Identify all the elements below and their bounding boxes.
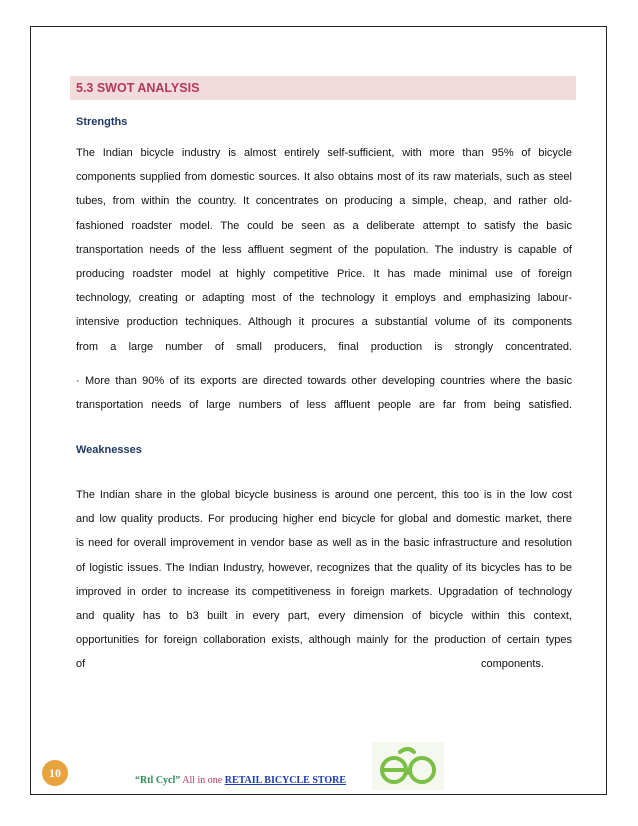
strengths-line: fashioned roadster model. The could be seen as a deliberate attempt to satisfy the basic bbox=[76, 219, 572, 232]
weaknesses-line: and quality has to b3 built in every part, every dimension of bicycle within this context, bbox=[76, 610, 572, 623]
weaknesses-line: of logistic issues. The Indian Industry, however, recognizes that the quality of its bicycles has to be bbox=[76, 561, 572, 574]
weaknesses-line: is need for overall improvement in vendor base as well as in the basic infrastructure and resolution bbox=[76, 537, 572, 550]
page-number-badge: 10 bbox=[42, 760, 68, 786]
weaknesses-line: improved in order to increase its competitiveness in foreign markets. Upgradation of technology bbox=[76, 585, 572, 598]
weaknesses-last-line bbox=[76, 652, 572, 676]
strengths-heading: Strengths bbox=[76, 116, 128, 128]
weaknesses-line: opportunities for foreign collaboration exists, although mainly for the production of certain types bbox=[76, 634, 572, 647]
strengths-line: intensive production techniques. Although it procures a substantial volume of its components bbox=[76, 316, 572, 329]
weaknesses-last-word-left: of bbox=[76, 658, 86, 671]
bicycle-logo-icon bbox=[372, 742, 444, 790]
strengths-line: components supplied from domestic sources. It also obtains most of its raw materials, such as steel bbox=[76, 171, 572, 184]
strengths-paragraph bbox=[76, 141, 572, 359]
footer-brand: “Rtl Cycl” bbox=[135, 775, 181, 786]
strengths-line: producing roadster model at highly competitive Price. It has made minimal use of foreign bbox=[76, 268, 572, 281]
strengths-line: transportation needs of the less affluent segment of the population. The industry is capable of bbox=[76, 243, 572, 256]
exports-line: transportation needs of large numbers of less affluent people are far from being satisfied. bbox=[76, 399, 572, 412]
strengths-line: technology, creating or adapting most of the technology it employs and emphasizing labour- bbox=[76, 292, 572, 305]
footer-store-link[interactable]: RETAIL BICYCLE STORE bbox=[224, 775, 347, 786]
weaknesses-paragraph bbox=[76, 483, 572, 677]
exports-line: · More than 90% of its exports are directed towards other developing countries where the basic bbox=[76, 375, 572, 387]
strengths-line: from a large number of small producers, final production is strongly concentrated. bbox=[76, 340, 572, 353]
strengths-line: The Indian bicycle industry is almost entirely self-sufficient, with more than 95% of bicycle bbox=[76, 147, 572, 159]
exports-paragraph bbox=[76, 369, 572, 417]
weaknesses-line: and low quality products. For producing higher end bicycle for global and domestic market, there bbox=[76, 513, 572, 526]
strengths-line: tubes, from within the country. It concentrates on producing a simple, cheap, and rather old- bbox=[76, 195, 572, 208]
weaknesses-last-word-right: components. bbox=[481, 658, 544, 671]
section-heading: 5.3 SWOT ANALYSIS bbox=[70, 76, 576, 100]
weaknesses-line: The Indian share in the global bicycle business is around one percent, this too is in the low cost bbox=[76, 489, 572, 501]
footer-tagline: All in one bbox=[182, 775, 223, 786]
weaknesses-heading: Weaknesses bbox=[76, 444, 142, 456]
footer-text bbox=[135, 775, 346, 786]
